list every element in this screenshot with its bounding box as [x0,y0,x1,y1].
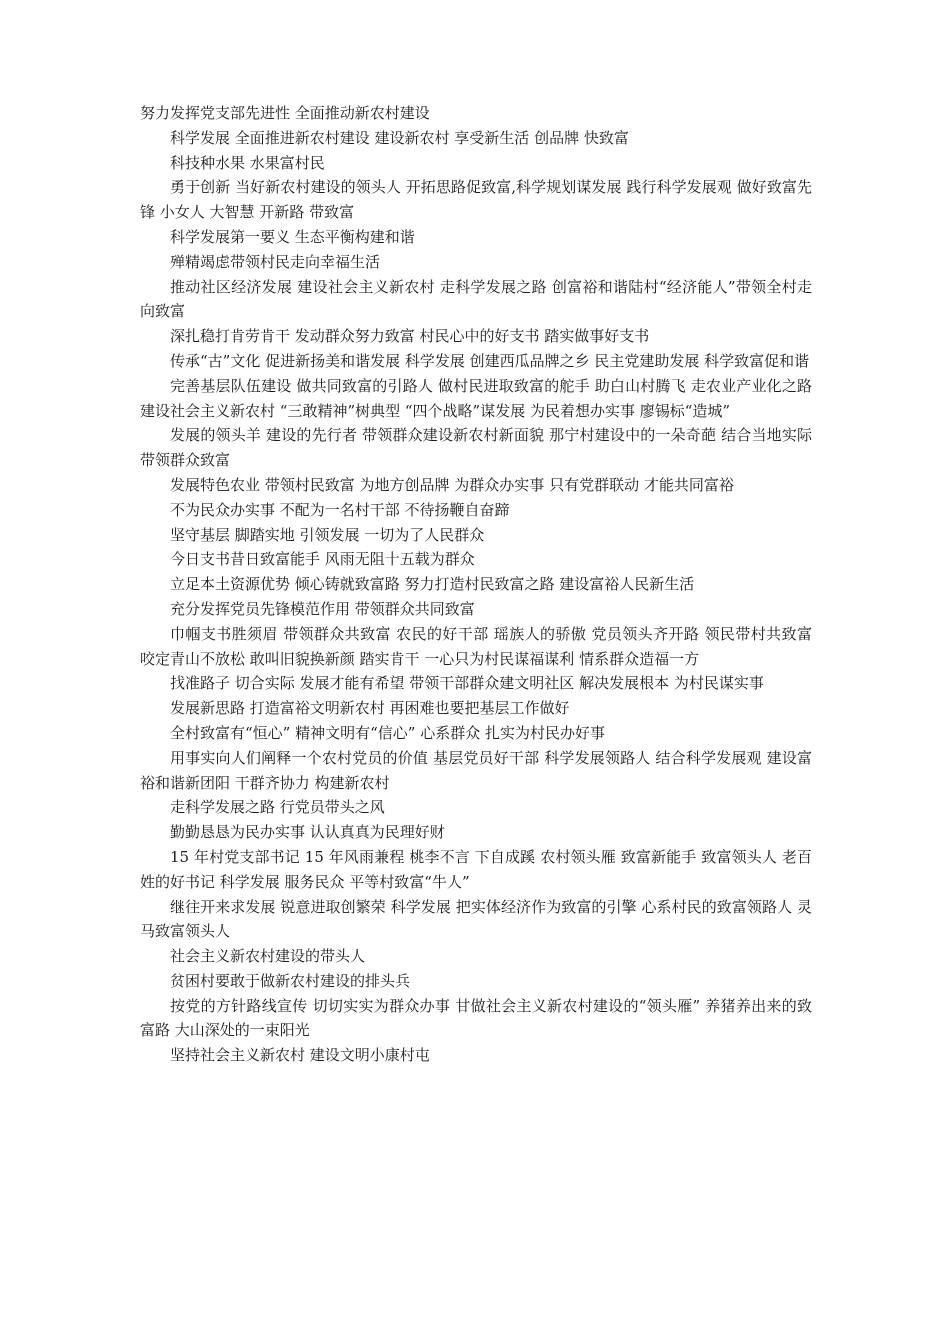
paragraph: 发展特色农业 带领村民致富 为地方创品牌 为群众办实事 只有党群联动 才能共同富裕 [170,475,734,494]
paragraph: 深扎稳打肯劳肯干 发动群众努力致富 村民心中的好支书 踏实做事好支书 [170,327,650,346]
paragraph: 贫困村要敢于做新农村建设的排头兵 [170,971,411,990]
paragraph: 殚精竭虑带领村民走向幸福生活 [170,252,381,271]
paragraph: 勤勤恳恳为民办实事 认认真真为民理好财 [170,823,445,842]
paragraph: 立足本土资源优势 倾心铸就致富路 努力打造村民致富之路 建设富裕人民新生活 [170,575,695,594]
paragraph: 坚持社会主义新农村 建设文明小康村屯 [170,1046,430,1065]
paragraph: 传承“古”文化 促进新扬美和谐发展 科学发展 创建西瓜品牌之乡 民主党建助发展 科学致富促和谐 [170,351,810,370]
paragraph: 完善基层队伍建设 做共同致富的引路人 做村民进取致富的舵手 助白山村腾飞 走农业产业化之路 建设社会主义新农村 “三敢精神”树典型 “四个战略”谋发展 为民着想办实事 廖锡标“造城” [140,376,812,420]
paragraph: 努力发挥党支部先进性 全面推动新农村建设 [140,104,430,122]
paragraph: 按党的方针路线宣传 切切实实为群众办事 甘做社会主义新农村建设的“领头雁” 养猪养出来的致富路 大山深处的一束阳光 [140,996,812,1040]
paragraph: 走科学发展之路 行党员带头之风 [170,798,385,817]
paragraph: 科学发展第一要义 生态平衡构建和谐 [170,227,415,246]
paragraph: 继往开来求发展 锐意进取创繁荣 科学发展 把实体经济作为致富的引擎 心系村民的致富领路人 灵马致富领头人 [140,897,812,941]
paragraph: 推动社区经济发展 建设社会主义新农村 走科学发展之路 创富裕和谐陆村“经济能人”带领全村走向致富 [140,277,812,321]
paragraph: 今日支书昔日致富能手 风雨无阻十五载为群众 [170,550,475,569]
paragraph: 勇于创新 当好新农村建设的领头人 开拓思路促致富,科学规划谋发展 践行科学发展观 做好致富先锋 小女人 大智慧 开新路 带致富 [140,178,812,222]
paragraph: 坚守基层 脚踏实地 引领发展 一切为了人民群众 [170,525,485,544]
paragraph: 科学发展 全面推进新农村建设 建设新农村 享受新生活 创品牌 快致富 [170,128,629,147]
paragraph: 科技种水果 水果富村民 [170,153,325,172]
paragraph: 找准路子 切合实际 发展才能有希望 带领干部群众建文明社区 解决发展根本 为村民谋实事 [170,674,764,693]
paragraph: 15 年村党支部书记 15 年风雨兼程 桃李不言 下自成蹊 农村领头雁 致富新能手 致富领头人 老百姓的好书记 科学发展 服务民众 平等村致富“牛人” [140,847,812,891]
paragraph: 不为民众办实事 不配为一名村干部 不待扬鞭自奋蹄 [170,500,510,519]
paragraph: 社会主义新农村建设的带头人 [170,947,366,966]
paragraph: 充分发挥党员先锋模范作用 带领群众共同致富 [170,599,475,618]
paragraph: 巾帼支书胜须眉 带领群众共致富 农民的好干部 瑶族人的骄傲 党员领头齐开路 领民带村共致富 咬定青山不放松 敢叫旧貌换新颜 踏实肯干 一心只为村民谋福谋利 情系群众造福一方 [140,624,812,668]
paragraph: 发展的领头羊 建设的先行者 带领群众建设新农村新面貌 那宁村建设中的一朵奇葩 结合当地实际 带领群众致富 [140,426,812,470]
paragraph: 用事实向人们阐释一个农村党员的价值 基层党员好干部 科学发展领路人 结合科学发展观 建设富裕和谐新团阳 干群齐协力 构建新农村 [140,748,812,792]
paragraph: 发展新思路 打造富裕文明新农村 再困难也要把基层工作做好 [170,699,570,718]
paragraph: 全村致富有“恒心” 精神文明有“信心” 心系群众 扎实为村民办好事 [170,723,605,742]
document-body [140,101,812,1068]
